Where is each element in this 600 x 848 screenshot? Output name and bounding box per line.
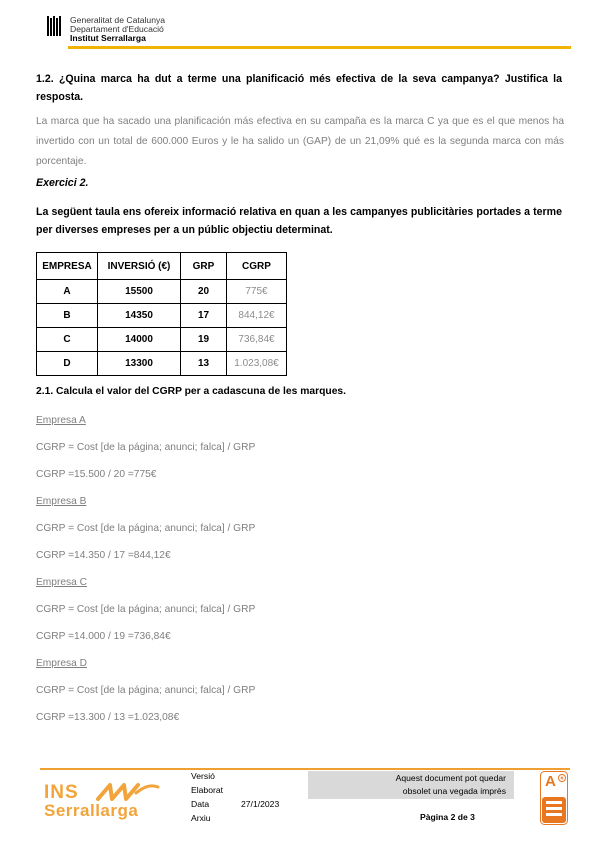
cell-empresa: D [37, 352, 98, 376]
empresa-c-calc: CGRP =14.000 / 19 =736,84€ [36, 631, 171, 642]
meta-arxiu: Arxiu [191, 813, 211, 823]
page-number: Pàgina 2 de 3 [420, 812, 475, 822]
table-row [37, 280, 287, 304]
empresa-a-label: Empresa A [36, 415, 86, 426]
empresa-c-label: Empresa C [36, 577, 87, 588]
ins-logo-swoosh-icon [96, 781, 160, 803]
meta-elaborat: Elaborat [191, 785, 224, 795]
question-2-1: 2.1. Calcula el valor del CGRP per a cadascuna de les marques. [36, 386, 347, 397]
meta-versio: Versió [191, 771, 215, 781]
energy-badge-letter: A [545, 773, 556, 790]
empresa-d-label: Empresa D [36, 658, 87, 669]
empresa-b-label: Empresa B [36, 496, 87, 507]
cell-grp: 20 [181, 280, 227, 304]
cell-grp: 19 [181, 328, 227, 352]
cell-inversio: 13300 [98, 352, 181, 376]
cell-inversio: 14000 [98, 328, 181, 352]
meta-data-value: 27/1/2023 [241, 799, 280, 809]
cell-empresa: B [37, 304, 98, 328]
table-row [37, 304, 287, 328]
exercise-intro: La següent taula ens ofereix informació relativa en quan a les campanyes publicitàries portades a terme per diverses empreses per a un públic objectiu determinat. [36, 206, 562, 236]
exercise-title: Exercici 2. [36, 177, 89, 189]
col-header-empresa: EMPRESA [37, 253, 98, 280]
empresa-b-calc: CGRP =14.350 / 17 =844,12€ [36, 550, 171, 561]
cell-cgrp: 736,84€ [227, 328, 287, 352]
cell-empresa: A [37, 280, 98, 304]
empresa-d-formula: CGRP = Cost [de la página; anunci; falca] / GRP [36, 685, 256, 696]
empresa-b-formula: CGRP = Cost [de la página; anunci; falca] / GRP [36, 523, 256, 534]
header-institut: Institut Serrallarga [70, 33, 146, 43]
header-departament: Departament d'Educació [70, 24, 164, 34]
empresa-c-formula: CGRP = Cost [de la página; anunci; falca] / GRP [36, 604, 256, 615]
cell-grp: 13 [181, 352, 227, 376]
empresa-a-calc: CGRP =15.500 / 20 =775€ [36, 469, 157, 480]
table-row [37, 328, 287, 352]
obsolete-notice [330, 772, 506, 798]
cell-cgrp: 775€ [227, 280, 287, 304]
answer-1-2: La marca que ha sacado una planificación más efectiva en su campaña es la marca C ya que es el que menos ha invertido con un total de 600.000 Euros y le ha salido un (GAP) de un 21,09% qué es la segunda marca con más porcentaje. [36, 116, 564, 167]
cell-grp: 17 [181, 304, 227, 328]
col-header-grp: GRP [181, 253, 227, 280]
question-1-2: 1.2. ¿Quina marca ha dut a terme una planificació més efectiva de la seva campanya? Justifica la resposta. [36, 73, 562, 103]
col-header-inversio: INVERSIÓ (€) [98, 253, 181, 280]
notice-line-1: Aquest document pot quedar [395, 773, 506, 783]
generalitat-logo-icon [47, 16, 61, 36]
footer-rule [40, 768, 570, 770]
table-row [37, 352, 287, 376]
meta-data: Data [191, 799, 210, 809]
col-header-cgrp: CGRP [227, 253, 287, 280]
notice-line-2: obsolet una vegada imprès [402, 786, 506, 796]
header-rule [68, 46, 571, 49]
header-generalitat: Generalitat de Catalunya [70, 15, 166, 25]
cell-inversio: 14350 [98, 304, 181, 328]
campaign-table [36, 252, 287, 376]
ins-logo-text: INS [44, 782, 79, 803]
empresa-a-formula: CGRP = Cost [de la página; anunci; falca] / GRP [36, 442, 256, 453]
ins-logo-subtext: Serrallarga [44, 801, 139, 820]
energy-badge [540, 771, 568, 825]
cell-empresa: C [37, 328, 98, 352]
empresa-d-calc: CGRP =13.300 / 13 =1.023,08€ [36, 712, 180, 723]
cell-cgrp: 844,12€ [227, 304, 287, 328]
cell-inversio: 15500 [98, 280, 181, 304]
table-header-row [37, 253, 287, 280]
cell-cgrp: 1.023,08€ [227, 352, 287, 376]
